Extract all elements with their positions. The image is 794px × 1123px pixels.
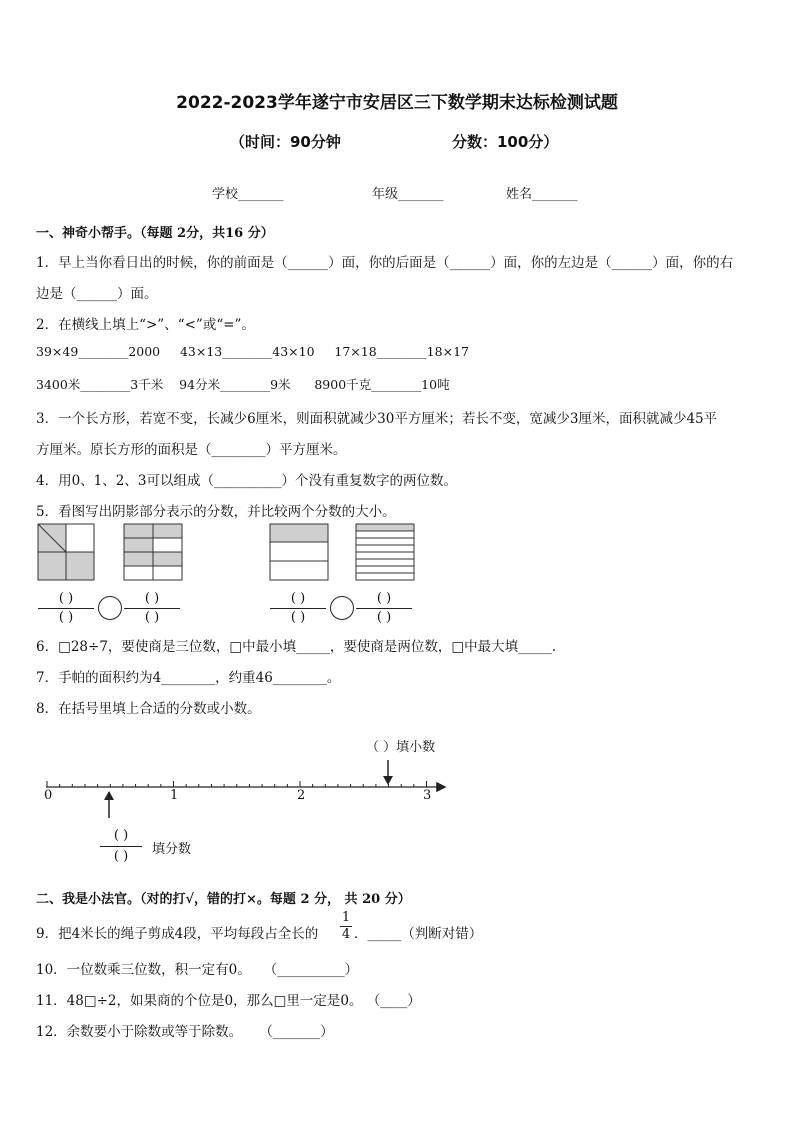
- q9-fraction: [340, 910, 352, 943]
- q5-frac-1-den: ( ): [38, 608, 94, 627]
- nl-tick-3: 3: [423, 788, 432, 803]
- school-field: 学校_______: [212, 187, 284, 202]
- q3-line2: 方厘米。原长方形的面积是（________）平方厘米。: [36, 442, 347, 458]
- fraction-figure-1: [38, 524, 94, 580]
- q2-row1: 39×49________2000 43×13________43×10 17×18________18×17: [36, 344, 469, 359]
- arrow-decimal-head: [383, 776, 393, 785]
- q5-frac-4-num: ( ): [376, 591, 392, 606]
- q9-frac-den: 4: [341, 927, 351, 942]
- fraction-figure-3: [270, 524, 328, 580]
- exam-time: （时间：90分钟: [230, 133, 341, 151]
- page-title: 2022-2023学年遂宁市安居区三下数学期末达标检测试题: [176, 93, 618, 113]
- q9-text-b: ．_____（判断对错）: [354, 926, 483, 942]
- q11-text: 11．48□÷2，如果商的个位是0，那么□里一定是0。 （____）: [36, 993, 421, 1009]
- q2-text: 2．在横线上填上“>”、“<”或“=”。: [36, 317, 255, 333]
- section2-heading: 二、我是小法官。（对的打√，错的打×。每题 2 分， 共 20 分）: [36, 892, 411, 907]
- q10-text: 10．一位数乘三位数，积一定有0。 （__________）: [36, 962, 359, 978]
- q5-frac-3-num: ( ): [290, 591, 306, 606]
- q5-frac-4[interactable]: [356, 590, 412, 627]
- q5-frac-2[interactable]: [124, 590, 180, 627]
- q9-text-a: 9．把4米长的绳子剪成4段，平均每段占全长的: [36, 926, 319, 942]
- nl-bottom-label: 填分数: [152, 842, 192, 857]
- name-field: 姓名_______: [506, 187, 578, 202]
- q5-frac-3[interactable]: [270, 590, 326, 627]
- q5-frac-2-num: ( ): [144, 591, 160, 606]
- nl-frac-num: ( ): [113, 828, 129, 843]
- arrow-fraction-head: [104, 791, 114, 800]
- q5-frac-2-den: ( ): [124, 608, 180, 627]
- q4-text: 4．用0、1、2、3可以组成（__________）个没有重复数字的两位数。: [36, 473, 457, 489]
- q5-compare-circle-2[interactable]: [330, 596, 354, 620]
- section1-heading: 一、神奇小帮手。（每题 2分，共16 分）: [36, 226, 274, 241]
- q9-frac-num: 1: [341, 910, 351, 925]
- fraction-figure-2: [124, 524, 182, 580]
- q1-line1: 1．早上当你看日出的时候，你的前面是（______）面，你的后面是（______）面，你的左边是（______）面，你的右: [36, 255, 734, 271]
- number-line: [36, 756, 456, 856]
- number-line-top-label: （ ）填小数: [366, 740, 436, 755]
- fraction-figure-4: [356, 524, 414, 580]
- number-line-ticks: [47, 781, 427, 787]
- nl-tick-0: 0: [44, 788, 53, 803]
- q6-text: 6．□28÷7，要使商是三位数，□中最小填_____，要使商是两位数，□中最大填_____.: [36, 639, 557, 655]
- q5-figures: [36, 522, 436, 582]
- exam-score: 分数：100分）: [452, 133, 559, 151]
- q12-text: 12．余数要小于除数或等于除数。 （_______）: [36, 1024, 334, 1040]
- q2-row2: 3400米________3千米 94分米________9米 8900千克________10吨: [36, 377, 450, 392]
- q5-frac-1[interactable]: [38, 590, 94, 627]
- q1-line2: 边是（______）面。: [36, 286, 158, 302]
- nl-tick-2: 2: [297, 788, 306, 803]
- q8-text: 8．在括号里填上合适的分数或小数。: [36, 701, 261, 717]
- q5-frac-4-den: ( ): [356, 608, 412, 627]
- q3-line1: 3．一个长方形，若宽不变，长减少6厘米，则面积就减少30平方厘米；若长不变，宽减少3厘米，面积就减少45平: [36, 411, 718, 427]
- nl-fraction-blank[interactable]: [100, 826, 142, 867]
- q5-text: 5．看图写出阴影部分表示的分数，并比较两个分数的大小。: [36, 504, 396, 520]
- nl-tick-1: 1: [170, 788, 179, 803]
- grade-field: 年级_______: [372, 187, 444, 202]
- q5-compare-circle-1[interactable]: [98, 596, 122, 620]
- q5-frac-1-num: ( ): [58, 591, 74, 606]
- q7-text: 7．手帕的面积约为4________，约重46________。: [36, 670, 341, 686]
- nl-frac-den: ( ): [100, 846, 142, 867]
- q5-frac-3-den: ( ): [270, 608, 326, 627]
